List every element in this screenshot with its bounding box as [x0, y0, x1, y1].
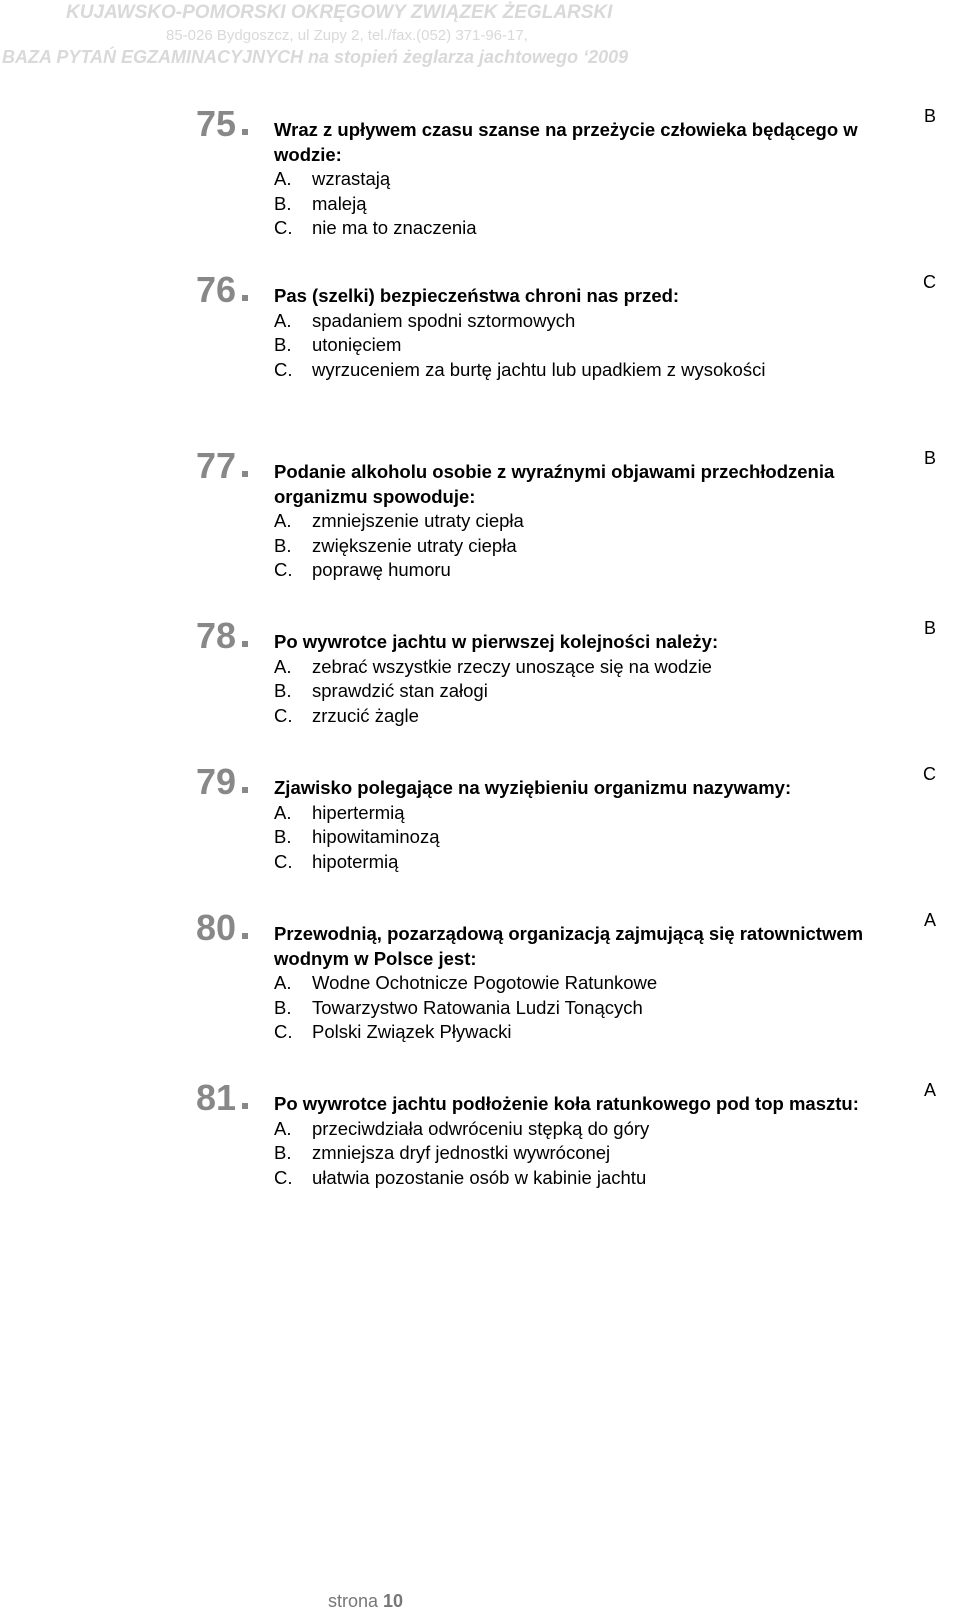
option-text: sprawdzić stan załogi — [312, 680, 488, 701]
option-letter: C. — [274, 1166, 293, 1188]
question-number-dot — [242, 787, 248, 793]
question-text: Podanie alkoholu osobie z wyraźnymi objawami przechłodzenia organizmu spowoduje: — [274, 461, 835, 507]
option-c — [274, 1020, 874, 1045]
question-text: Po wywrotce jachtu w pierwszej kolejności należy: — [274, 631, 719, 652]
question-text: Pas (szelki) bezpieczeństwa chroni nas przed: — [274, 285, 680, 306]
question-body — [274, 284, 874, 382]
question-number: 75 — [196, 103, 237, 144]
answer-key: B — [923, 106, 936, 126]
option-text: nie ma to znaczenia — [312, 217, 477, 238]
option-b — [274, 1141, 874, 1166]
option-letter: A. — [274, 309, 292, 331]
question-number-dot — [242, 471, 248, 477]
option-letter: C. — [274, 217, 293, 238]
option-text: ułatwia pozostanie osób w kabinie jachtu — [312, 1166, 647, 1188]
option-text: maleją — [312, 192, 367, 214]
option-a — [274, 167, 874, 192]
option-text: Wodne Ochotnicze Pogotowie Ratunkowe — [312, 972, 658, 993]
question-text: Przewodnią, pozarządową organizacją zajmującą się ratownictwem wodnym w Polsce jest: — [274, 923, 864, 969]
option-letter: A. — [274, 510, 292, 531]
header-question-bank-title: BAZA PYTAŃ EGZAMINACYJNYCH na stopień żeglarza jachtowego ‘2009 — [2, 47, 629, 67]
question-body — [274, 630, 874, 728]
question-text: Po wywrotce jachtu podłożenie koła ratunkowego pod top masztu: — [274, 1093, 859, 1114]
option-a — [274, 801, 874, 826]
option-letter: A. — [274, 972, 292, 993]
option-text: zmniejsza dryf jednostki wywróconej — [312, 1142, 611, 1163]
option-letter: B. — [274, 192, 292, 214]
option-letter: B. — [274, 996, 292, 1018]
option-letter: A. — [274, 168, 292, 189]
option-b — [274, 996, 874, 1021]
question-number-dot — [242, 295, 248, 301]
option-b — [274, 679, 874, 704]
answer-key: B — [923, 448, 936, 468]
option-letter: B. — [274, 680, 292, 701]
option-a — [274, 309, 874, 334]
header-organization-name: KUJAWSKO-POMORSKI OKRĘGOWY ZWIĄZEK ŻEGLARSKI — [66, 2, 613, 23]
answer-key: A — [923, 910, 936, 930]
question-body — [274, 118, 874, 241]
answer-key: C — [923, 272, 936, 292]
option-letter: C. — [274, 704, 293, 726]
option-text: zwiększenie utraty ciepła — [312, 534, 517, 556]
question-number-dot — [242, 1103, 248, 1109]
option-b — [274, 825, 874, 850]
question-body — [274, 922, 874, 1045]
option-letter: A. — [274, 1117, 292, 1139]
question-body — [274, 1092, 874, 1190]
option-text: wyrzuceniem za burtę jachtu lub upadkiem z wysokości — [312, 358, 766, 380]
option-letter: C. — [274, 559, 293, 580]
option-text: zrzucić żagle — [312, 704, 419, 726]
question-number-dot — [242, 129, 248, 135]
answer-key: A — [923, 1080, 936, 1100]
question-number: 78 — [196, 615, 237, 656]
option-text: poprawę humoru — [312, 559, 451, 580]
question-text: Wraz z upływem czasu szanse na przeżycie człowieka będącego w wodzie: — [274, 119, 858, 165]
option-letter: B. — [274, 534, 292, 556]
option-b — [274, 192, 874, 217]
option-letter: C. — [274, 850, 293, 872]
option-text: utonięciem — [312, 334, 402, 355]
option-text: spadaniem spodni sztormowych — [312, 309, 576, 331]
page-footer — [328, 1591, 403, 1612]
question-number: 80 — [196, 907, 237, 948]
option-letter: C. — [274, 358, 293, 380]
option-text: wzrastają — [312, 168, 391, 189]
option-text: zmniejszenie utraty ciepła — [312, 510, 524, 531]
option-c — [274, 558, 874, 583]
question-number-dot — [242, 641, 248, 647]
option-a — [274, 655, 874, 680]
option-a — [274, 1117, 874, 1142]
option-text: Towarzystwo Ratowania Ludzi Tonących — [312, 996, 643, 1018]
question-number-dot — [242, 933, 248, 939]
option-text: hipowitaminozą — [312, 826, 440, 847]
option-text: hipotermią — [312, 850, 399, 872]
question-body — [274, 460, 874, 583]
page-label: strona — [328, 1591, 379, 1611]
option-c — [274, 358, 874, 383]
option-text: Polski Związek Pływacki — [312, 1021, 512, 1042]
question-number: 79 — [196, 761, 237, 802]
option-letter: A. — [274, 655, 292, 677]
option-a — [274, 509, 874, 534]
question-number: 81 — [196, 1077, 237, 1118]
answer-key: B — [923, 618, 936, 638]
option-text: przeciwdziała odwróceniu stępką do góry — [312, 1117, 650, 1139]
option-text: hipertermią — [312, 801, 405, 823]
page-number: 10 — [383, 1591, 404, 1611]
option-a — [274, 971, 874, 996]
option-c — [274, 704, 874, 729]
option-b — [274, 534, 874, 559]
option-text: zebrać wszystkie rzeczy unoszące się na wodzie — [312, 655, 712, 677]
option-letter: C. — [274, 1021, 293, 1042]
question-body — [274, 776, 874, 874]
option-letter: B. — [274, 826, 292, 847]
header-address: 85-026 Bydgoszcz, ul Zupy 2, tel./fax.(052) 371-96-17, — [166, 27, 528, 44]
option-c — [274, 216, 874, 241]
option-c — [274, 1166, 874, 1191]
option-c — [274, 850, 874, 875]
option-letter: A. — [274, 801, 292, 823]
question-text: Zjawisko polegające na wyziębieniu organizmu nazywamy: — [274, 777, 792, 798]
option-letter: B. — [274, 1142, 292, 1163]
option-b — [274, 333, 874, 358]
question-number: 77 — [196, 445, 237, 486]
answer-key: C — [923, 764, 936, 784]
option-letter: B. — [274, 334, 292, 355]
question-number: 76 — [196, 269, 237, 310]
